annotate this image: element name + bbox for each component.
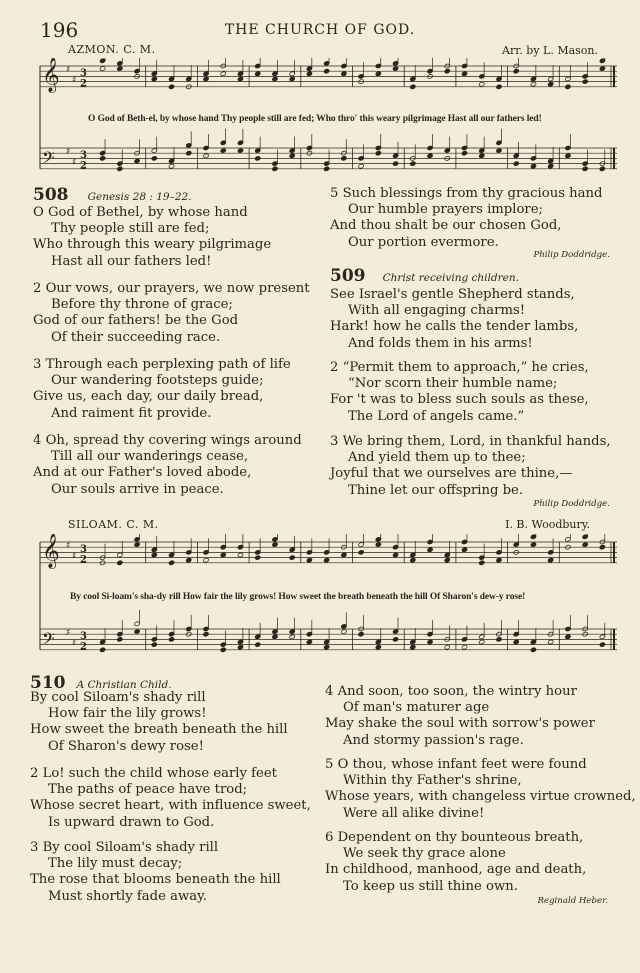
verse-line: The Lord of angels came.” [348, 408, 525, 424]
verse-line: How sweet the breath beneath the hill [30, 722, 288, 738]
verse-line: Thy people still are fed; [51, 221, 210, 237]
verse-line: We seek thy grace alone [343, 846, 506, 862]
score-underlay-azmon: O God of Beth-el, by whose hand Thy people still are fed; Who thro' this weary pilgrimage Hast all our fathers led! [88, 114, 542, 124]
verse-line: Whose secret heart, with influence sweet, [30, 798, 311, 814]
svg-text:2: 2 [80, 78, 87, 90]
verse-line: And stormy passion's rage. [343, 732, 524, 748]
running-title: THE CHURCH OF GOD. [224, 22, 416, 38]
verse-line: Of man's maturer age [343, 700, 490, 716]
hymn-508-stanza-4 [33, 433, 302, 498]
hymn-508-stanza-2 [33, 281, 310, 346]
svg-text:𝄢: 𝄢 [42, 628, 55, 653]
hymn-509-stanza-2 [330, 360, 589, 425]
verse-line: Within thy Father's shrine, [343, 773, 522, 789]
verse-line: Of Sharon's dewy rose! [48, 738, 204, 754]
verse-line: God of our fathers! be the God [33, 313, 239, 329]
verse-line: Is upward drawn to God. [48, 814, 215, 830]
hymn-510-stanza-5 [325, 757, 636, 822]
verse-line: Our portion evermore. [348, 234, 499, 250]
verse-line: And yield them up to thee; [348, 450, 526, 466]
verse-line: Who through this weary pilgrimage [33, 237, 272, 253]
tune-arranger: Arr. by L. Mason. [502, 44, 598, 57]
verse-line: Our humble prayers implore; [348, 202, 543, 218]
svg-text:3: 3 [80, 67, 87, 79]
tune-name-azmon: AZMON. C. M. [68, 43, 156, 56]
svg-text:3: 3 [80, 630, 87, 642]
hymn-number: 510 [30, 673, 66, 693]
verse-line: 2 “Permit them to approach,” he cries, [330, 360, 589, 375]
verse-line: Give us, each day, our daily bread, [33, 389, 264, 405]
verse-line: Thine let our offspring be. [348, 482, 524, 498]
hymn-509-stanza-3 [330, 434, 611, 499]
verse-line: And at our Father's loved abode, [33, 465, 252, 481]
verse-line: Our souls arrive in peace. [51, 481, 224, 497]
verse-line: 6 Dependent on thy bounteous breath, [325, 830, 584, 845]
hymn-508-stanza-1 [33, 205, 271, 270]
svg-text:𝄢: 𝄢 [42, 147, 55, 172]
author-510: Reginald Heber. [537, 896, 608, 906]
svg-text:♯: ♯ [72, 551, 77, 562]
verse-line: 5 O thou, whose infant feet were found [325, 757, 587, 772]
verse-line: Joyful that we ourselves are thine,— [330, 466, 573, 482]
verse-line: In childhood, manhood, age and death, [325, 862, 587, 878]
verse-line: May shake the soul with sorrow's power [325, 716, 595, 732]
verse-line: See Israel's gentle Shepherd stands, [330, 287, 575, 302]
verse-line: With all engaging charms! [348, 303, 526, 319]
hymn-510-stanza-2 [30, 766, 311, 831]
verse-line: Our wandering footsteps guide; [51, 373, 264, 389]
verse-line: And raiment fit provide. [51, 405, 212, 421]
hymn-number: 509 [330, 266, 366, 286]
verse-line: Hast all our fathers led! [51, 253, 212, 269]
verse-line: 3 We bring them, Lord, in thankful hands, [330, 434, 611, 449]
verse-line: How fair the lily grows! [48, 706, 207, 722]
svg-text:♯: ♯ [66, 628, 71, 639]
svg-text:𝄞: 𝄞 [42, 534, 60, 569]
svg-text:♯: ♯ [72, 75, 77, 86]
svg-text:♯: ♯ [66, 65, 71, 76]
verse-line: 5 Such blessings from thy gracious hand [330, 186, 603, 201]
hymn-510-stanza-6 [325, 830, 586, 895]
verse-line: And folds them in his arms! [348, 335, 533, 351]
author-509: Philip Doddridge. [533, 499, 610, 509]
hymn-510-stanza-4 [325, 684, 595, 749]
score-underlay-siloam: By cool Si-loam's sha-dy rill How fair the lily grows! How sweet the breath beneath the hill Of Sharon's dew-y rose! [70, 592, 526, 602]
svg-text:2: 2 [80, 554, 87, 566]
page-number: 196 [40, 18, 79, 42]
hymn-number: 508 [33, 185, 69, 205]
svg-text:♯: ♯ [72, 638, 77, 649]
verse-line: The paths of peace have trod; [48, 782, 248, 798]
hymn-509-stanza-1 [330, 287, 578, 352]
hymn-510-stanza-3 [30, 840, 281, 905]
svg-text:3: 3 [80, 149, 87, 161]
hymn-510-stanza-1 [30, 690, 288, 755]
verse-line: 3 By cool Siloam's shady rill [30, 840, 219, 855]
verse-line: To keep us still thine own. [343, 878, 518, 894]
verse-line: 4 And soon, too soon, the wintry hour [325, 684, 577, 699]
verse-line: The rose that blooms beneath the hill [30, 872, 281, 888]
verse-line: By cool Siloam's shady rill [30, 690, 206, 705]
hymn-509-heading [330, 266, 519, 286]
svg-text:♯: ♯ [66, 147, 71, 158]
verse-line: Till all our wanderings cease, [51, 449, 249, 465]
verse-line: And thou shalt be our chosen God, [330, 218, 562, 234]
verse-line: Hark! how he calls the tender lambs, [330, 319, 579, 335]
verse-line: For 't was to bless such souls as these, [330, 392, 589, 408]
verse-line: Of their succeeding race. [51, 329, 221, 345]
svg-text:2: 2 [80, 641, 87, 653]
verse-line: Whose years, with changeless virtue crowned, [325, 789, 636, 805]
svg-text:♯: ♯ [72, 157, 77, 168]
verse-line: “Nor scorn their humble name; [348, 376, 558, 392]
hymn-508-stanza-5 [330, 186, 602, 251]
svg-text:3: 3 [80, 543, 87, 555]
tune-composer: I. B. Woodbury. [505, 518, 590, 531]
verse-line: O God of Bethel, by whose hand [33, 205, 248, 220]
verse-line: The lily must decay; [48, 856, 183, 872]
tune-name-siloam: SILOAM. C. M. [68, 518, 159, 531]
verse-line: 3 Through each perplexing path of life [33, 357, 291, 372]
svg-text:2: 2 [80, 160, 87, 172]
hymn-508-stanza-3 [33, 357, 291, 422]
verse-line: Were all alike divine! [343, 805, 485, 821]
scripture-reference: Genesis 28 : 19–22. [87, 191, 192, 203]
verse-line: 4 Oh, spread thy covering wings around [33, 433, 302, 448]
verse-line: 2 Lo! such the child whose early feet [30, 766, 277, 781]
verse-line: Before thy throne of grace; [51, 297, 233, 313]
svg-text:𝄞: 𝄞 [42, 58, 60, 93]
author-508: Philip Doddridge. [533, 250, 610, 260]
verse-line: 2 Our vows, our prayers, we now present [33, 281, 310, 296]
verse-line: Must shortly fade away. [48, 888, 208, 904]
hymn-508-heading [33, 185, 192, 205]
svg-text:♯: ♯ [66, 541, 71, 552]
hymn-subtitle: Christ receiving children. [382, 272, 519, 284]
hymn-subtitle: A Christian Child. [76, 679, 172, 691]
